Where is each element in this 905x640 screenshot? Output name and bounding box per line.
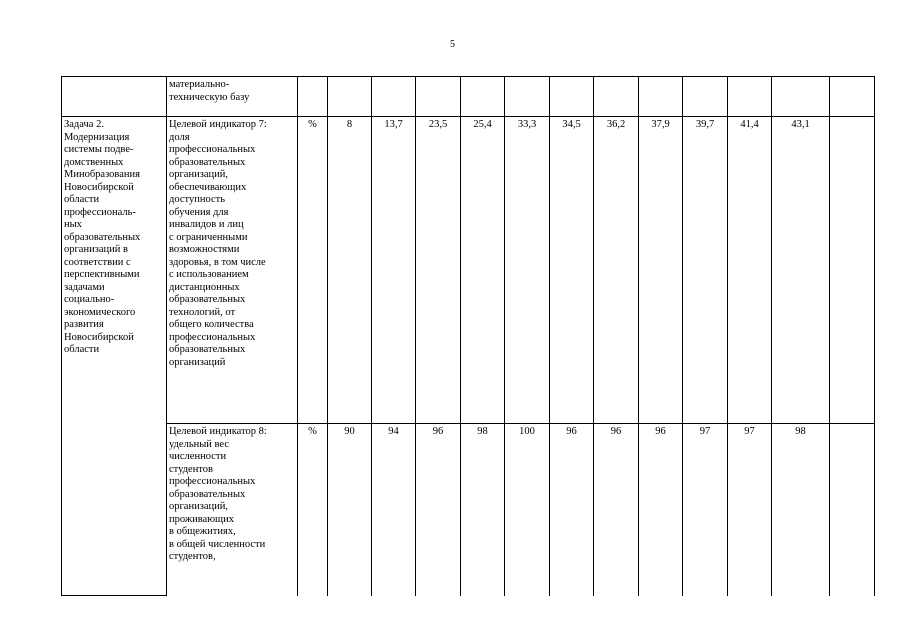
value-cell: 97: [728, 424, 772, 596]
value-cell: [639, 77, 683, 117]
value-cell: 33,3: [505, 117, 550, 424]
value-cell: 98: [461, 424, 505, 596]
page-number: 5: [450, 39, 455, 50]
value-cell: [550, 77, 594, 117]
value-cell: [416, 77, 461, 117]
value-cell: [328, 77, 372, 117]
value-cell: 8: [328, 117, 372, 424]
value-cell: 13,7: [372, 117, 416, 424]
task-cell: [62, 77, 167, 117]
task-cell: Задача 2. Модернизация системы подве- домственных Минобразования Новосибирской области профессиональ- ных образовательных организаций в соответствии с перспективными задачами социально- экономического развития Новосибирской области: [62, 117, 167, 596]
value-cell: [830, 77, 875, 117]
unit-cell: %: [298, 424, 328, 596]
indicators-table: [61, 76, 875, 596]
value-cell: 96: [416, 424, 461, 596]
value-cell: [830, 424, 875, 596]
value-cell: 100: [505, 424, 550, 596]
indicator-cell: Целевой индикатор 8: удельный вес численности студентов профессиональных образовательных организаций, проживающих в общежитиях, в общей численности студентов,: [167, 424, 298, 596]
value-cell: 96: [639, 424, 683, 596]
value-cell: 97: [683, 424, 728, 596]
value-cell: [728, 77, 772, 117]
table-row: [62, 117, 875, 424]
indicator-cell: Целевой индикатор 7: доля профессиональных образовательных организаций, обеспечивающих доступность обучения для инвалидов и лиц с ограниченными возможностями здоровья, в том числе с использованием дистанционных образовательных технологий, от общего количества профессиональных образовательных организаций: [167, 117, 298, 424]
value-cell: 94: [372, 424, 416, 596]
value-cell: 41,4: [728, 117, 772, 424]
value-cell: [594, 77, 639, 117]
value-cell: [772, 77, 830, 117]
value-cell: 96: [550, 424, 594, 596]
unit-cell: %: [298, 117, 328, 424]
table-row: [62, 424, 875, 596]
value-cell: 37,9: [639, 117, 683, 424]
indicator-cell: материально- техническую базу: [167, 77, 298, 117]
value-cell: 34,5: [550, 117, 594, 424]
value-cell: [683, 77, 728, 117]
value-cell: [372, 77, 416, 117]
value-cell: 25,4: [461, 117, 505, 424]
value-cell: 96: [594, 424, 639, 596]
value-cell: 36,2: [594, 117, 639, 424]
value-cell: [830, 117, 875, 424]
value-cell: 43,1: [772, 117, 830, 424]
value-cell: [461, 77, 505, 117]
value-cell: 98: [772, 424, 830, 596]
table-row: [62, 77, 875, 117]
value-cell: 90: [328, 424, 372, 596]
value-cell: 23,5: [416, 117, 461, 424]
unit-cell: [298, 77, 328, 117]
value-cell: 39,7: [683, 117, 728, 424]
value-cell: [505, 77, 550, 117]
